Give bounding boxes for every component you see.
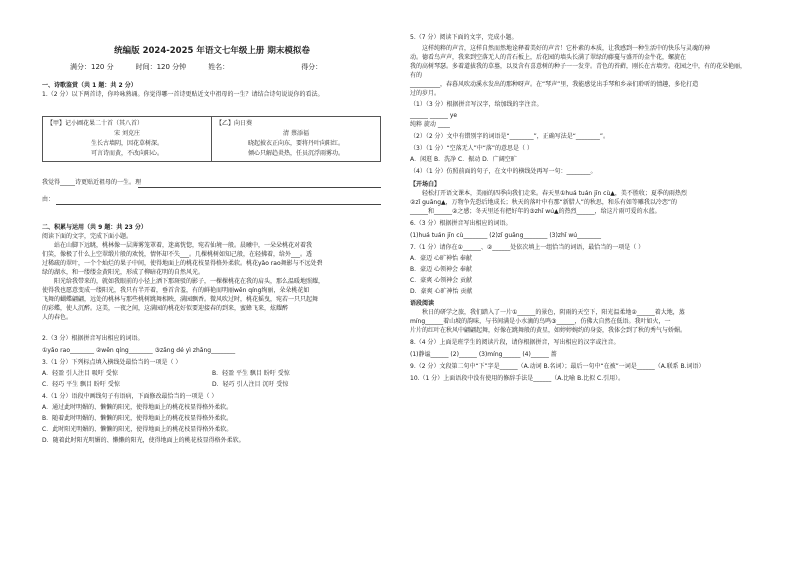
poem-a-line1: 生长古墙阴，因花草树深。 [90, 140, 163, 147]
poem-a-head: 【甲】记小圃花果二十首（其八首） [47, 120, 144, 127]
q4-option-c: C．此时阳光明媚的、懒懒的阳光，使得地面上的桃花枝显得格外柔软。 [42, 426, 233, 433]
answer-line-1: 我觉得_____诗更贴近祖母的一生。理 [42, 179, 142, 186]
poem-a-line2: 可言诗而黄，不改向阳心。 [90, 150, 163, 157]
kaishi-heading: 【开场白】 [410, 181, 441, 188]
poem-b-line2: 倾心只解趋炎热，任员沉浮雨雾功。 [247, 150, 344, 157]
q7-option-d: D．豪爽 心旷神怡 贡献 [410, 288, 473, 295]
r-passage-line-1: 这样纯粹的声音，这样自然而然地诠释着美好的声音！它朴素的本质，让我感到一种生活中的快乐与灵魂的神 [422, 45, 711, 52]
section2-heading: 二、积累与运用（共 9 题：共 23 分） [42, 224, 147, 231]
r-passage3-line-1: 秋日的研学之旅，我们踏入了一片①______的景色，阴雨的天空下，阳光温柔地②______着大地，蒸 [422, 309, 685, 316]
q3-option-c: C．轻巧 平生 飘目 盼吁 受惊 [42, 381, 120, 388]
question-5-2: （2）（2 分）文中有错别字的词语是“________”，正确写法是“________”。 [410, 133, 609, 140]
poem-b-head: 【乙】向日葵 [216, 120, 253, 127]
r-passage2-line-3: ______和______②之感；冬天里还有把好年的③zhǐ wú▲的热烈______，给这片雨可爱的水蓝。 [410, 208, 661, 215]
score-label: 满分：120 分 [70, 63, 114, 71]
q4-option-d: D．随着此时阳光明媚的、懒懒的阳光，使得地面上的桃花枝显得格外柔软。 [42, 437, 245, 444]
r-passage-line-3: 我的高树琴瑟。多着道拔我的草墓，以及含有喜意树的种子一一发芽。青色的苔藓，刚长在古墙旁。花园之中，有的花朵艳丽，有的 [410, 63, 747, 79]
points-label: 得分： [301, 63, 323, 71]
q7-option-c: C．豪爽 心领神会 贡献 [410, 277, 473, 284]
r-passage2-line-1: 轻松打开语文课本，美丽的四季向我们走来。春天里①huá tuán jīn cù▲，美不胜收；夏季的雨热烈 [422, 190, 687, 197]
passage-line-8: 的彩蝶，使人沉醉。这美，一夜之间，这满园的桃花好似要迎接春的到来，蜜蜂飞来，炫耀醉 [42, 305, 289, 312]
question-3: 3.（1 分）下列标点填入横线处最恰当的一项是（ ） [42, 359, 182, 366]
q3-option-d: D．轻巧 引人注目 沉吁 受惊 [212, 381, 289, 388]
question-6: 6.（3 分）根据拼音写出相应的词语。 [410, 220, 512, 227]
page-title: 统编版 2024-2025 年语文七年级上册 期末模拟卷 [114, 46, 310, 56]
q3-option-a: A．轻盈 引人注目 吸吁 受惊 [42, 370, 118, 377]
question-1: 1.（2 分）以下两首诗，你吟咏熟诵。你觉得哪一首诗更贴近文中祖母的一生？请结合诗句说说你的看法。 [42, 91, 324, 98]
q5-1-blanks: ______ ______ ye [410, 112, 458, 119]
question-9: 9.（2 分）文段第二句中“下”字是______（A.动词 B.名词）；最后一句中“在被”一词是______（A.联系 B.词语） [410, 363, 705, 370]
answer-underline-1 [138, 187, 381, 188]
poem-b-author: 清 蔡添福 [283, 130, 309, 137]
question-5-1: （1）（3 分）根据拼音写汉字，给加线的字注音。 [410, 101, 543, 108]
question-8: 8.（4 分）上面是班学生的阅读片段，请你根据拼音，写出相应的汉字或注音。 [410, 339, 620, 346]
question-7: 7.（1 分）请你在①______、②______处依次填上一组恰当的词语，最恰当的一项是（ ） [410, 244, 645, 251]
poem-a-author: 宋 刘克庄 [114, 130, 140, 137]
q3-option-b: B．轻盈 平生 飘目 盼吁 受惊 [212, 370, 290, 377]
r-passage-line-2: 动。德看鸟声声，我来到空落无人的青石板上，后花园的墙头长满了翠绿的藤蔓与盛开的金牛花，螺旋在 [410, 54, 687, 61]
r-passage3-line-3: 片片的红叶在秋风中翩翩起舞，好像在跳舞般的黄星，如婷婷婉约的身姿，我体会到了秋的秀气与娇媚。 [410, 327, 687, 334]
passage-line-4: 绿的湖水，和一缕缕金黄阳光，形成了柳暗花明的自然风光。 [42, 269, 205, 276]
section2-intro: 阅读下面的文字，完成下面小题。 [42, 233, 133, 240]
section1-heading: 一、诗歌鉴赏（共 1 题：共 2 分） [42, 82, 137, 89]
question-5-3: （3）（1 分）“空落无人”中“落”的意思是（ ） [410, 145, 533, 152]
poem-b-line1: 晓起披衣正向东，要将丹叶向阳红。 [247, 140, 344, 147]
q8-items: (1)静谧______ (2)______ (3)míng______ (4)______ 蔷 [410, 351, 557, 358]
question-5: 5.（7 分）阅读下面的文字，完成小题。 [410, 34, 518, 41]
q4-option-a: A．通过此时明媚的、懒懒的阳光，使得地面上的桃花枝显得格外柔软。 [42, 404, 233, 411]
q5-3-options: A．闲逛 B．洗净 C．振动 D．广阔空旷 [410, 156, 517, 163]
q5-1-words: 纯粹 旋动 ____ [410, 121, 450, 128]
passage-line-9: 人的春色。 [42, 314, 73, 321]
header-info [70, 62, 370, 72]
yuduan-heading: 语段阅读 [410, 300, 435, 307]
question-10: 10.（1 分）上面语段中没有使用的修辞手法是______（A.比喻 B.比拟 C.引用）。 [410, 375, 625, 382]
question-5-4: （4）（1 分）仿照前面的句子，在文中的横线处再写一句：________。 [410, 168, 597, 175]
time-label: 时间：120 分钟 [135, 63, 187, 71]
r-passage-line-5: 过的岁月。 [410, 90, 441, 97]
name-label: 姓名： [208, 63, 230, 71]
r-passage3-line-2: míng______着山坡的韵味，与书间满是小水滴的鸟鸣③______，仿佛大自然在低语。我叶如火，一 [410, 318, 671, 325]
passage-line-6: 使得我也愿意变成一缕阳光，我只有半开着，垂首含羞，有的鲜艳而明丽wēn qíng绚丽，朵朵桃花如 [42, 287, 310, 294]
r-passage-line-4: __________，春暮风吹动溪水发出的那种呀声。在“琴声”里，我能感觉出手琴和乡亲们聆听的情趣，多伦打造 [410, 81, 699, 88]
r-passage2-line-2: ②zǐ guāng▲，万物争先恐后地成长；秋天的落叶中有那“新腊人”的秋思，和乐有如等雕我以冷恋”的 [410, 199, 677, 206]
answer-underline-2 [56, 204, 381, 205]
q7-option-b: B．豪迈 心领神会 奉献 [410, 266, 472, 273]
passage-line-1: 站在山脚下远眺，桃林像一层薄雾笼罩着，迷离恍惚，宛若仙境一般。晨曦中，一朵朵桃花对着我 [54, 242, 313, 249]
answer-line-2: 由： [42, 196, 55, 203]
passage-line-3: 过稀疏的翠叶，一个个灿烂的果子中间，使得地面上的桃花枝显得格外柔软。桃花yǎo rao舞影与不远处碧 [42, 260, 323, 267]
question-2: 2.（3 分）根据拼音写出相应的词语。 [42, 335, 144, 342]
question-2-items: ①yǎo rao________ ②wēn qíng________ ③zǎng dé yì zhǎng________ [42, 347, 236, 354]
q4-option-b: B．随着此时明媚的、懒懒的阳光，使得地面上的桃花枝显得格外柔软。 [42, 415, 233, 422]
question-4: 4.（1 分）语段中画线句子有语病，下面修改最恰当的一项是（ ） [42, 393, 218, 400]
passage-line-2: 们笑，像极了什么上空翠缎片般的欢悦，情怀却不失___。几棵桃树如知己般，在轻拂着，给外___。透 [42, 251, 313, 258]
poem-table [42, 116, 381, 162]
q7-option-a: A．豪迈 心旷神怡 奉献 [410, 255, 472, 262]
q6-items: (1)huá tuán jīn cù________ (2)zǐ guāng________ (3)zhǐ wú________ [410, 232, 602, 239]
passage-line-5: 阳光给我带来的，就如我眼前的小径上洒下那斑驳的影子，一棵棵桃花在我的肩头，那么温暖地照耀， [54, 278, 325, 285]
passage-line-7: 飞舞的蝴蝶翩翩，远处的桃林与那些桃树跳舞相映，满园飘香。微风吹过时，桃花摇曳，宛若一只只起舞 [42, 296, 319, 303]
